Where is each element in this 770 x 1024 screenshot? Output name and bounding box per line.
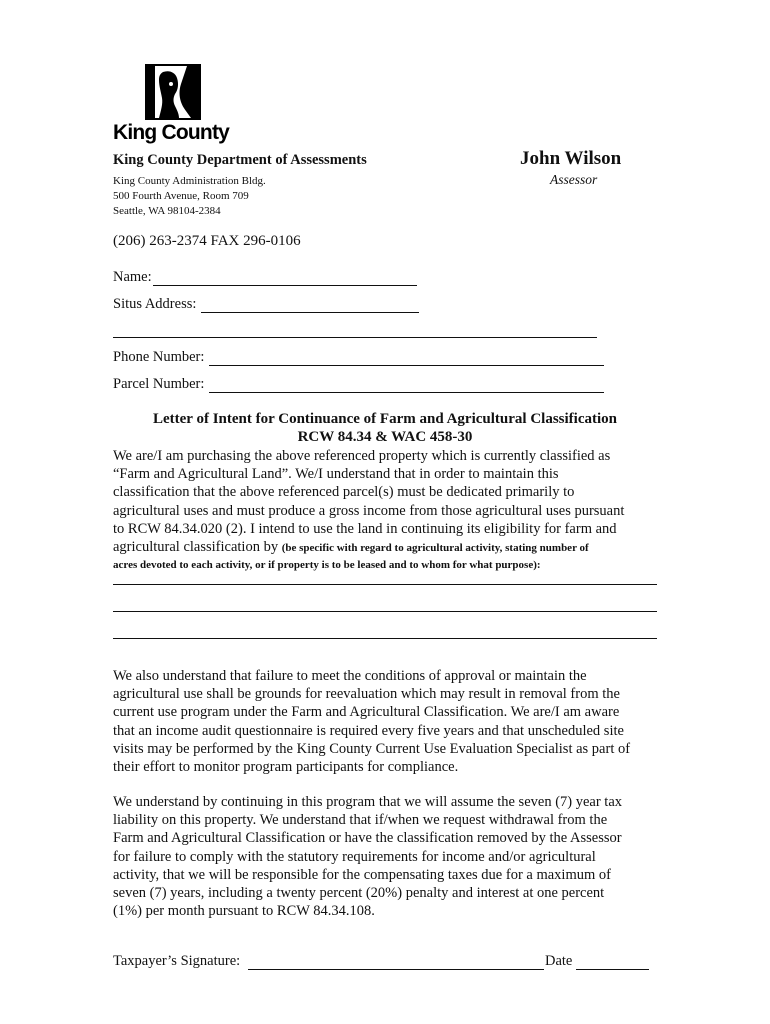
date-label: Date	[545, 953, 573, 969]
address-line: 500 Fourth Avenue, Room 709	[113, 190, 249, 202]
date-field[interactable]	[576, 969, 649, 970]
situs-address-field-line2[interactable]	[113, 337, 597, 338]
paragraph-line: seven (7) years, including a twenty percent (20%) penalty and interest at one percent	[113, 885, 605, 902]
phone-fax: (206) 263-2374 FAX 296-0106	[113, 233, 301, 249]
parcel-number-label: Parcel Number:	[113, 376, 205, 392]
paragraph-line: liability on this property. We understand that if/when we request withdrawal from the	[113, 812, 608, 829]
activity-description-line-1[interactable]	[113, 584, 657, 585]
form-subtitle: RCW 84.34 & WAC 458-30	[297, 429, 473, 445]
paragraph-line-start: agricultural classification by	[113, 539, 282, 556]
tax-liability-paragraph	[113, 793, 673, 920]
name-label: Name:	[113, 269, 152, 285]
paragraph-line: agricultural use shall be grounds for reevaluation which may result in removal from the	[113, 686, 620, 703]
address-line: Seattle, WA 98104-2384	[113, 205, 221, 217]
name-field[interactable]	[153, 285, 417, 286]
paragraph-line: their effort to monitor program participants for compliance.	[113, 759, 459, 776]
paragraph-line: We also understand that failure to meet the conditions of approval or maintain the	[113, 668, 587, 684]
phone-number-label: Phone Number:	[113, 349, 205, 365]
paragraph-line: to RCW 84.34.020 (2). I intend to use the land in continuing its eligibility for farm and	[113, 520, 617, 537]
situs-address-field[interactable]	[201, 312, 419, 313]
signature-field[interactable]	[248, 969, 544, 970]
instruction-text: (be specific with regard to agricultural activity, stating number of	[281, 542, 589, 555]
logo-text: King County	[113, 121, 230, 144]
paragraph-line	[113, 538, 673, 557]
parcel-number-field[interactable]	[209, 392, 604, 393]
activity-description-line-3[interactable]	[113, 638, 657, 639]
paragraph-line: classification that the above referenced parcel(s) must be dedicated primarily to	[113, 484, 575, 501]
assessor-name: John Wilson	[520, 148, 622, 169]
signature-label: Taxpayer’s Signature:	[113, 953, 241, 969]
assessor-title: Assessor	[550, 172, 598, 187]
department-name: King County Department of Assessments	[113, 152, 367, 168]
paragraph-line: agricultural uses and must produce a gross income from those agricultural uses pursuant	[113, 502, 625, 519]
phone-number-field[interactable]	[209, 365, 604, 366]
paragraph-line: visits may be performed by the King County Current Use Evaluation Specialist as part of	[113, 740, 631, 757]
paragraph-line: current use program under the Farm and Agricultural Classification. We are/I am aware	[113, 704, 620, 721]
paragraph-line: Farm and Agricultural Classification or have the classification removed by the Assessor	[113, 830, 622, 847]
instruction-text-continued: acres devoted to each activity, or if property is to be leased and to whom for what purpose):	[113, 559, 541, 572]
activity-description-line-2[interactable]	[113, 611, 657, 612]
paragraph-line: activity, that we will be responsible for the compensating taxes due for a maximum of	[113, 866, 611, 883]
form-title: Letter of Intent for Continuance of Farm and Agricultural Classification	[153, 411, 617, 427]
conditions-paragraph	[113, 667, 673, 776]
intent-paragraph	[113, 447, 673, 573]
department-address	[113, 174, 266, 219]
situs-address-label: Situs Address:	[113, 296, 197, 312]
paragraph-line: that an income audit questionnaire is required every five years and that unscheduled site	[113, 722, 624, 739]
paragraph-line: We understand by continuing in this program that we will assume the seven (7) year tax	[113, 794, 623, 810]
paragraph-line: (1%) per month pursuant to RCW 84.34.108.	[113, 903, 375, 920]
paragraph-line: for failure to comply with the statutory requirements for income and/or agricultural	[113, 848, 596, 865]
king-county-logo-icon	[145, 64, 201, 120]
paragraph-line: “Farm and Agricultural Land”. We/I understand that in order to maintain this	[113, 466, 559, 483]
paragraph-line: We are/I am purchasing the above referenced property which is currently classified as	[113, 448, 611, 464]
address-line: King County Administration Bldg.	[113, 175, 266, 187]
